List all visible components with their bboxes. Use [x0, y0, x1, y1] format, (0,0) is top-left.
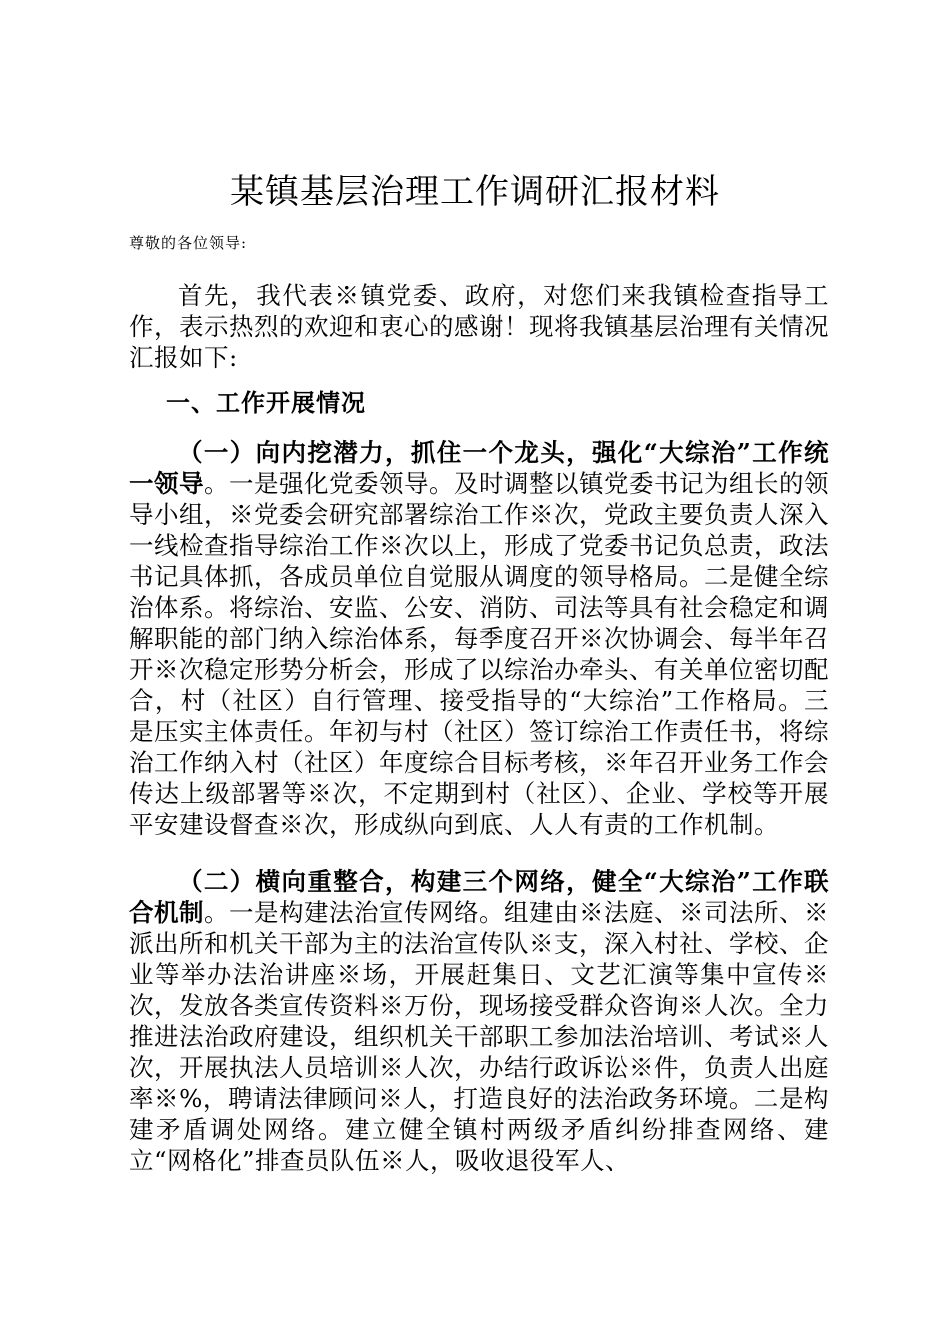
section-1-lead: （一）向内挖潜力，抓住一个龙头，强化“大综治”工作统一领导: [129, 438, 829, 498]
section-1-paragraph: [129, 437, 829, 840]
section-1-body: 。一是强化党委领导。及时调整以镇党委书记为组长的领导小组，※党委会研究部署综治工作※次，党政主要负责人深入一线检查指导综治工作※次以上，形成了党委书记负总责，政法书记具体抓，各成员单位自觉服从调度的领导格局。二是健全综治体系。将综治、安监、公安、消防、司法等具有社会稳定和调解职能的部门纳入综治体系，每季度召开※次协调会、每半年召开※次稳定形势分析会，形成了以综治办牵头、有关单位密切配合，村（社区）自行管理、接受指导的“大综治”工作格局。三是压实主体责任。年初与村（社区）签订综治工作责任书，将综治工作纳入村（社区）年度综合目标考核，※年召开业务工作会传达上级部署等※次，不定期到村（社区）、企业、学校等开展平安建设督查※次，形成纵向到底、人人有责的工作机制。: [129, 469, 829, 839]
salutation: 尊敬的各位领导:: [129, 234, 248, 252]
section-2-body: 。一是构建法治宣传网络。组建由※法庭、※司法所、※派出所和机关干部为主的法治宣传队※支，深入村社、学校、企业等举办法治讲座※场，开展赶集日、文艺汇演等集中宣传※次，发放各类宣传资料※万份，现场接受群众咨询※人次。全力推进法治政府建设，组织机关干部职工参加法治培训、考试※人次，开展执法人员培训※人次，办结行政诉讼※件，负责人出庭率※%，聘请法律顾问※人，打造良好的法治政务环境。二是构建矛盾调处网络。建立健全镇村两级矛盾纠纷排查网络、建立“网格化”排查员队伍※人，吸收退役军人、: [129, 898, 829, 1175]
section-heading-1: 一、工作开展情况: [166, 388, 366, 417]
section-2-lead: （二）横向重整合，构建三个网络，健全“大综治”工作联合机制: [129, 867, 829, 927]
intro-paragraph: 首先，我代表※镇党委、政府，对您们来我镇检查指导工作，表示热烈的欢迎和衷心的感谢！现将我镇基层治理有关情况汇报如下:: [129, 281, 829, 372]
document-title: 某镇基层治理工作调研汇报材料: [230, 172, 720, 212]
section-2-paragraph: [129, 866, 829, 1176]
